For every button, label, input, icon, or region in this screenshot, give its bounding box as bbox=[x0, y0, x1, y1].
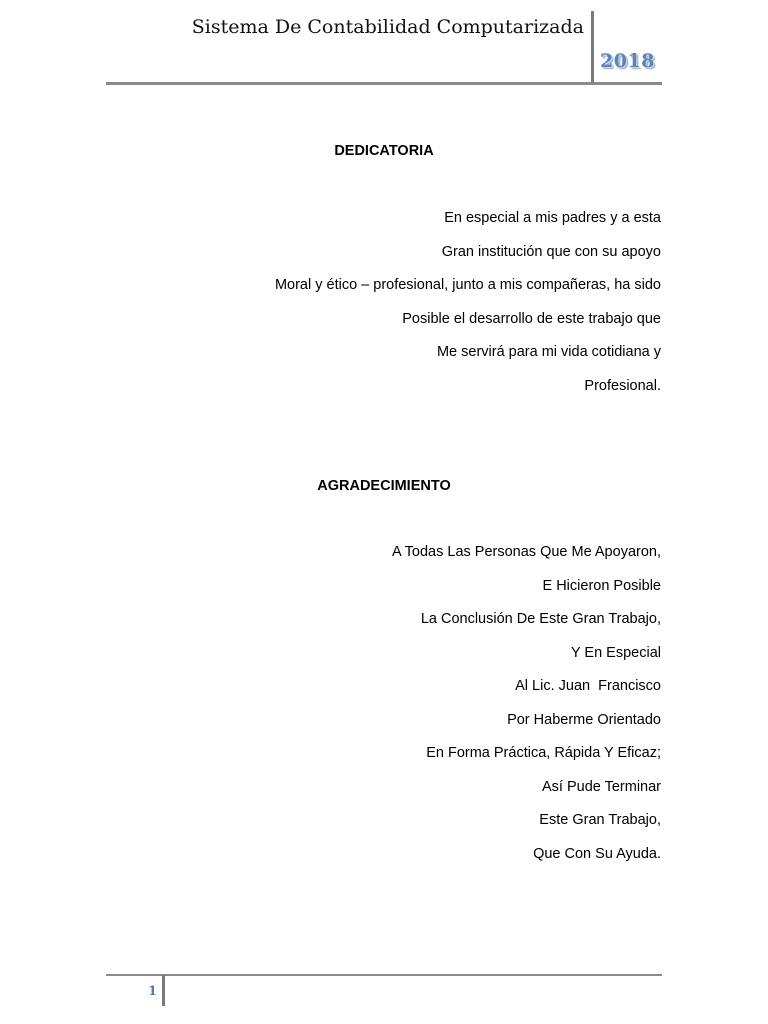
agradecimiento-line: Este Gran Trabajo, bbox=[539, 812, 661, 828]
agradecimiento-heading: AGRADECIMIENTO bbox=[317, 478, 451, 494]
agradecimiento-line: Y En Especial bbox=[570, 644, 661, 661]
document-title: Sistema De Contabilidad Computarizada bbox=[191, 16, 584, 38]
dedicatoria-line: Gran institución que con su apoyo bbox=[441, 243, 661, 260]
agradecimiento-line: Así Pude Terminar bbox=[541, 778, 661, 795]
dedicatoria-line: Moral y ético – profesional, junto a mis compañeras, ha sido bbox=[274, 277, 661, 293]
page-header bbox=[0, 0, 768, 90]
agradecimiento-line: La Conclusión De Este Gran Trabajo, bbox=[420, 611, 661, 627]
footer-vertical-rule bbox=[162, 975, 165, 1006]
agradecimiento-line: E Hicieron Posible bbox=[542, 577, 661, 594]
header-year: 2018 bbox=[600, 50, 655, 72]
agradecimiento-line: En Forma Práctica, Rápida Y Eficaz; bbox=[426, 745, 661, 761]
dedicatoria-line: En especial a mis padres y a esta bbox=[444, 210, 661, 226]
agradecimiento-line: Al Lic. Juan Francisco bbox=[515, 678, 661, 694]
header-horizontal-rule bbox=[106, 82, 662, 85]
agradecimiento-line: Por Haberme Orientado bbox=[507, 711, 661, 728]
agradecimiento-line: A Todas Las Personas Que Me Apoyaron, bbox=[392, 544, 661, 560]
dedicatoria-line: Profesional. bbox=[584, 377, 661, 394]
page-number: 1 bbox=[148, 984, 158, 999]
header-vertical-rule bbox=[591, 11, 594, 84]
agradecimiento-text bbox=[392, 543, 661, 878]
dedicatoria-heading: DEDICATORIA bbox=[334, 143, 434, 159]
footer-horizontal-rule bbox=[106, 974, 662, 976]
dedicatoria-text bbox=[275, 209, 661, 410]
dedicatoria-line: Posible el desarrollo de este trabajo que bbox=[402, 310, 661, 327]
dedicatoria-line: Me servirá para mi vida cotidiana y bbox=[436, 344, 661, 360]
agradecimiento-line: Que Con Su Ayuda. bbox=[533, 845, 661, 862]
